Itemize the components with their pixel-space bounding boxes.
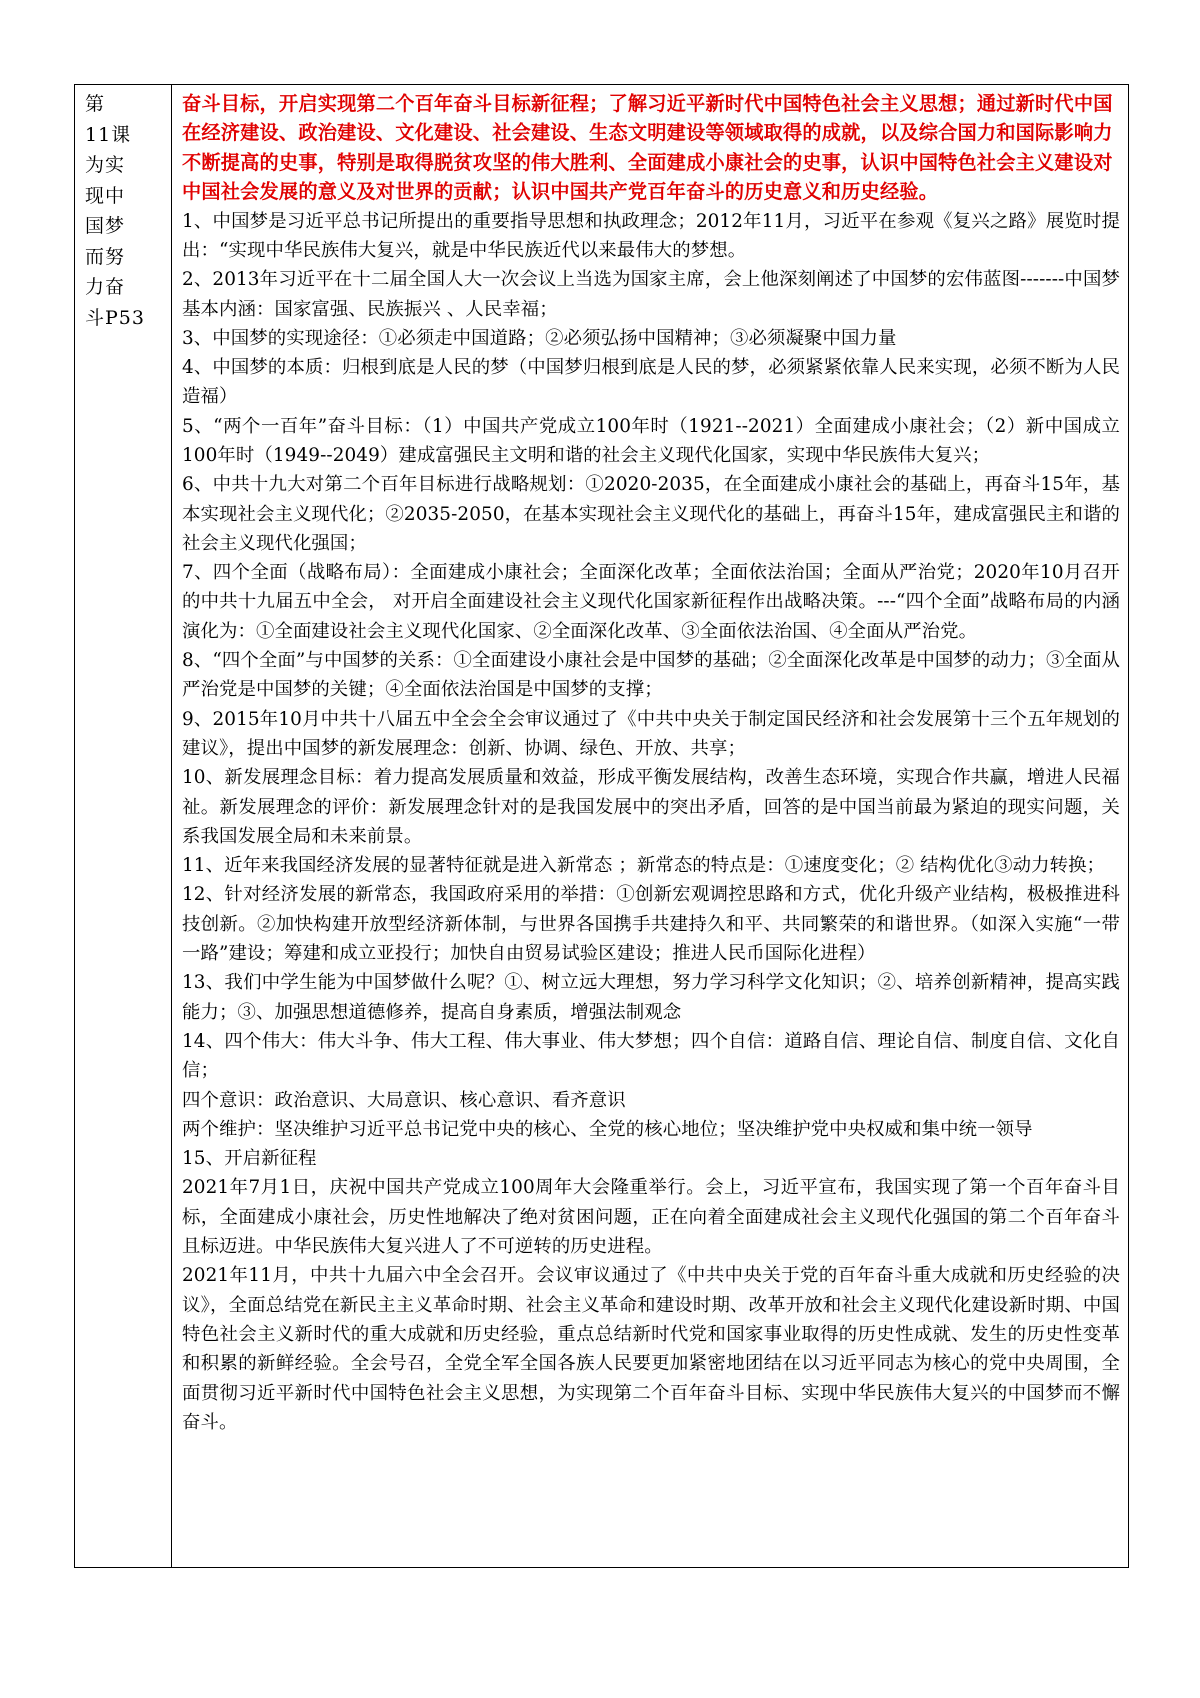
lesson-cell — [75, 85, 172, 1568]
content-paragraph: 四个意识：政治意识、大局意识、核心意识、看齐意识 — [182, 1089, 626, 1111]
content-paragraph: 15、开启新征程 — [182, 1148, 317, 1170]
content-paragraph: 4、中国梦的本质：归根到底是人民的梦（中国梦归根到底是人民的梦，必须紧紧依靠人民来实现，必须不断为人民造福） — [182, 357, 1120, 408]
content-paragraph: 5、“两个一百年”奋斗目标：（1）中国共产党成立100年时（1921--2021）全面建成小康社会；（2）新中国成立100年时（1949--2049）建成富强民主文明和谐的社会主义现代化国家，实现中华民族伟大复兴； — [182, 415, 1120, 466]
content-paragraph: 1、中国梦是习近平总书记所提出的重要指导思想和执政理念；2012年11月，习近平在参观《复兴之路》展览时提出：“实现中华民族伟大复兴，就是中华民族近代以来最伟大的梦想。 — [182, 210, 1120, 261]
goal-text: 奋斗目标，开启实现第二个百年奋斗目标新征程；了解习近平新时代中国特色社会主义思想；通过新时代中国 在经济建设、政治建设、文化建设、社会建设、生态文明建设等领域取得的成就，以及综合国力和国际影响力不断提高的史事，特别是取得脱贫攻坚的伟大胜利、全面建成小康社会的史事，认识中国特色社会主义建设对中国社会发展的意义及对世界的贡献；认识中国共产党百年奋斗的历史意义和历史经验。 — [182, 92, 1132, 204]
content-paragraph: 7、四个全面（战略布局）：全面建成小康社会；全面深化改革；全面依法治国；全面从严治党；2020年10月召开的中共十九届五中全会， 对开启全面建设社会主义现代化国家新征程作出战略决策。---“四个全面”战略布局的内涵演化为：①全面建设社会主义现代化国家、②全面深化改革、③全面依法治国、④全面从严治党。 — [182, 562, 1120, 642]
content-paragraph: 12、针对经济发展的新常态，我国政府采用的举措：①创新宏观调控思路和方式，优化升级产业结构，极极推进科技创新。②加快构建开放型经济新体制，与世界各国携手共建持久和平、共同繁荣的和谐世界。（如深入实施“一带一路”建设；筹建和成立亚投行；加快自由贸易试验区建设；推进人民币国际化进程） — [182, 884, 1120, 965]
content-paragraph: 6、中共十九大对第二个百年目标进行战略规划：①2020-2035，在全面建成小康社会的基础上，再奋斗15年，基本实现社会主义现代化；②2035-2050，在基本实现社会主义现代化的基础上，再奋斗15年，建成富强民主和谐的社会主义现代化强国； — [182, 474, 1120, 554]
lesson-title: 第 11课 为实 现中 国梦 而努 力奋 斗P53 — [85, 93, 145, 329]
paragraph-list — [182, 207, 1120, 1437]
content-paragraph: 2、2013年习近平在十二届全国人大一次会议上当选为国家主席，会上他深刻阐述了中国梦的宏伟蓝图-------中国梦基本内涵：国家富强、民族振兴 、人民幸福； — [182, 269, 1120, 320]
content-paragraph: 11、近年来我国经济发展的显著特征就是进入新常态 ；新常态的特点是：①速度变化；② 结构优化③动力转换； — [182, 855, 1106, 877]
content-paragraph: 2021年11月，中共十九届六中全会召开。会议审议通过了《中共中央关于党的百年奋斗重大成就和历史经验的决议》，全面总结党在新民主主义革命时期、社会主义革命和建设时期、改革开放和社会主义现代化建设新时期、中国特色社会主义新时代的重大成就和历史经验，重点总结新时代党和国家事业取得的历史性成就、发生的历史性变革和积累的新鲜经验。全会号召，全党全军全国各族人民要更加紧密地团结在以习近平同志为核心的党中央周围，全面贯彻习近平新时代中国特色社会主义思想，为实现第二个百年奋斗目标、实现中华民族伟大复兴的中国梦而不懈奋斗。 — [182, 1265, 1120, 1433]
content-paragraph: 9、2015年10月中共十八届五中全会全会审议通过了《中共中央关于制定国民经济和社会发展第十三个五年规划的建议》，提出中国梦的新发展理念：创新、协调、绿色、开放、共享； — [182, 708, 1120, 759]
content-paragraph: 10、新发展理念目标：着力提高发展质量和效益，形成平衡发展结构，改善生态环境，实现合作共赢，增进人民福祉。新发展理念的评价：新发展理念针对的是我国发展中的突出矛盾，回答的是中国当前最为紧迫的现实问题，关系我国发展全局和未来前景。 — [182, 767, 1120, 847]
content-paragraph: 3、中国梦的实现途径：①必须走中国道路；②必须弘扬中国精神；③必须凝聚中国力量 — [182, 327, 897, 349]
content-paragraph: 8、“四个全面”与中国梦的关系：①全面建设小康社会是中国梦的基础；②全面深化改革是中国梦的动力；③全面从严治党是中国梦的关键；④全面依法治国是中国梦的支撑； — [182, 650, 1120, 701]
content-cell — [172, 85, 1132, 1568]
content-paragraph: 2021年7月1日，庆祝中国共产党成立100周年大会隆重举行。会上，习近平宣布，我国实现了第一个百年奋斗目标，全面建成小康社会，历史性地解决了绝对贫困问题，正在向着全面建成社会主义现代化强国的第二个百年奋斗且标迈进。中华民族伟大复兴进人了不可逆转的历史进程。 — [182, 1177, 1120, 1258]
content-paragraph: 两个维护：坚决维护习近平总书记党中央的核心、全党的核心地位；坚决维护党中央权威和集中统一领导 — [182, 1118, 1033, 1140]
content-paragraph: 13、我们中学生能为中国梦做什么呢？①、树立远大理想，努力学习科学文化知识；②、培养创新精神，提高实践能力；③、加强思想道德修养，提高自身素质，增强法制观念 — [182, 972, 1120, 1023]
content-paragraph: 14、四个伟大：伟大斗争、伟大工程、伟大事业、伟大梦想；四个自信：道路自信、理论自信、制度自信、文化自信； — [182, 1030, 1120, 1082]
table-row — [75, 85, 1129, 1568]
content-table — [74, 84, 1132, 1568]
